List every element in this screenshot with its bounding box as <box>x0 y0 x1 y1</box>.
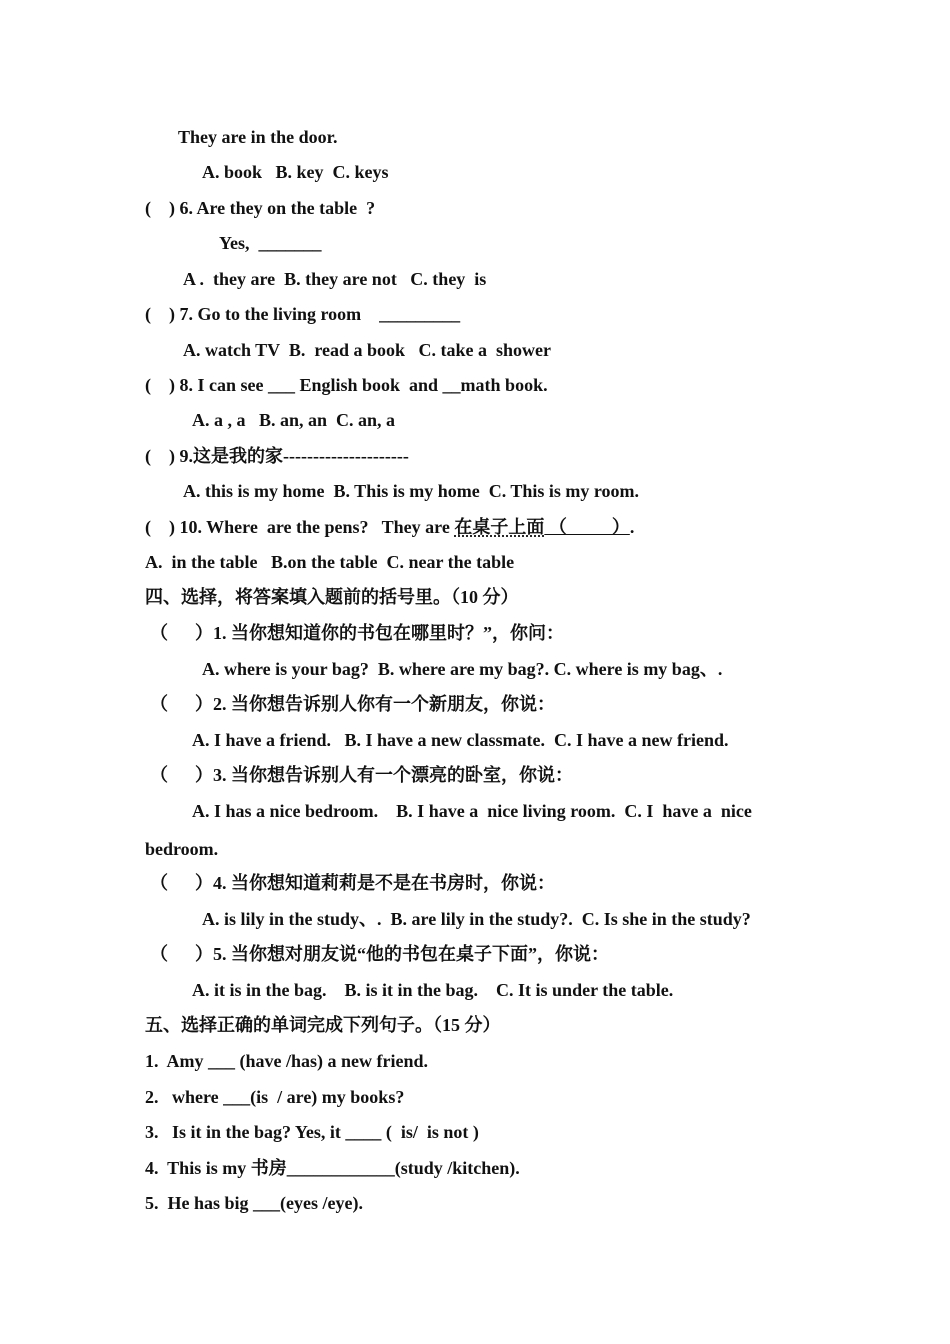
section-4-question-1: （ ）1. 当你想知道你的书包在哪里时？”，你问： <box>150 623 564 643</box>
question-10-chinese: 在桌子上面 <box>454 517 545 537</box>
question-7: ( ) 7. Go to the living room _________ <box>145 304 461 324</box>
answer-options-7: A. watch TV B. read a book C. take a shower <box>183 340 552 360</box>
section-5-item-3: 3. Is it in the bag? Yes, it ____ ( is/ is not ) <box>145 1122 479 1142</box>
question-8: ( ) 8. I can see ___ English book and __math book. <box>145 375 548 395</box>
section-4-heading: 四、选择，将答案填入题前的括号里。（10 分） <box>145 587 519 607</box>
section-4-question-4: （ ）4. 当你想知道莉莉是不是在书房时，你说： <box>150 873 555 893</box>
answer-options-6: A . they are B. they are not C. they is <box>183 269 487 289</box>
question-10 <box>145 516 634 538</box>
answer-options-8: A. a , a B. an, an C. an, a <box>192 410 396 430</box>
answer-options-5: A. book B. key C. keys <box>202 162 389 182</box>
section-5-item-2: 2. where ___(is / are) my books? <box>145 1087 405 1107</box>
section-5-item-1: 1. Amy ___ (have /has) a new friend. <box>145 1051 428 1071</box>
section-4-options-3-cont: bedroom. <box>145 839 219 859</box>
question-10-blank: （ ） <box>544 517 630 537</box>
answer-options-9: A. this is my home B. This is my home C. This is my room. <box>183 481 640 501</box>
section-5-item-4: 4. This is my 书房____________(study /kitchen). <box>145 1158 520 1178</box>
section-4-question-5: （ ）5. 当你想对朋友说“他的书包在桌子下面”，你说： <box>150 944 609 964</box>
question-10-text: ( ) 10. Where are the pens? They are <box>145 517 455 537</box>
question-9: ( ) 9.这是我的家--------------------- <box>145 446 409 466</box>
section-4-options-2: A. I have a friend. B. I have a new classmate. C. I have a new friend. <box>192 730 729 750</box>
section-4-options-3: A. I has a nice bedroom. B. I have a nice living room. C. I have a nice <box>192 801 752 821</box>
section-4-options-1: A. where is your bag? B. where are my bag?. C. where is my bag、. <box>202 659 723 679</box>
section-4-options-4: A. is lily in the study、. B. are lily in the study?. C. Is she in the study? <box>202 909 751 929</box>
section-4-question-2: （ ）2. 当你想告诉别人你有一个新朋友，你说： <box>150 694 555 714</box>
answer-options-10: A. in the table B.on the table C. near the table <box>145 552 515 572</box>
sentence-line: They are in the door. <box>178 127 338 147</box>
question-6: ( ) 6. Are they on the table ? <box>145 198 376 218</box>
section-5-item-5: 5. He has big ___(eyes /eye). <box>145 1193 363 1213</box>
answer-blank-6: Yes, _______ <box>219 233 322 253</box>
section-5-heading: 五、选择正确的单词完成下列句子。（15 分） <box>145 1015 501 1035</box>
question-10-end: . <box>629 517 635 537</box>
section-4-options-5: A. it is in the bag. B. is it in the bag. C. It is under the table. <box>192 980 674 1000</box>
section-4-question-3: （ ）3. 当你想告诉别人有一个漂亮的卧室，你说： <box>150 765 573 785</box>
